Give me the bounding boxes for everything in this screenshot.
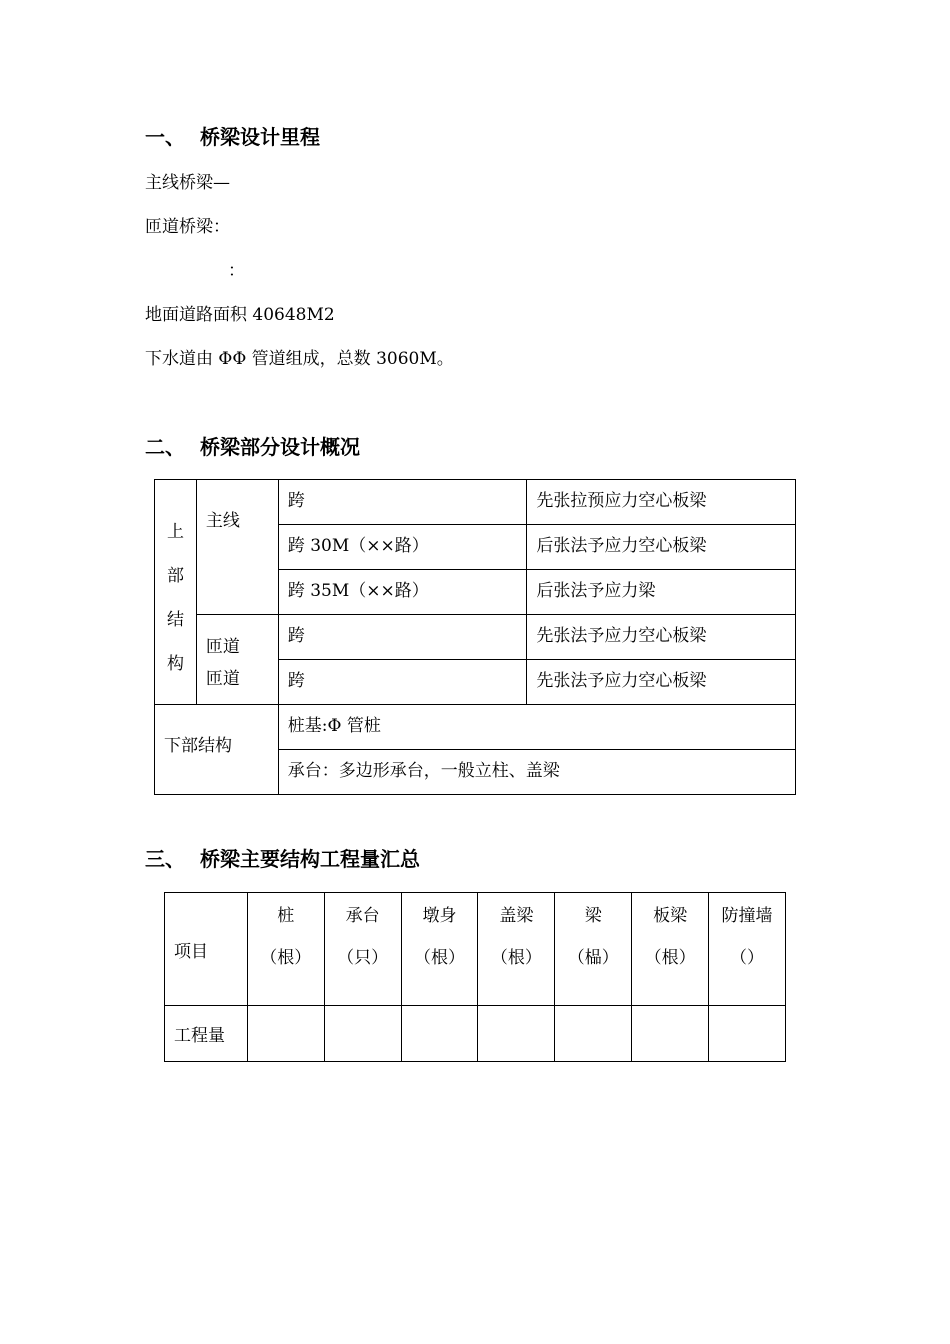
section-1-heading (145, 125, 320, 149)
span-cell: 跨 (278, 615, 527, 660)
sewer-line: 下水道由 ΦΦ 管道组成，总数 3060M。 (145, 349, 454, 369)
quantity-cell (632, 1006, 709, 1062)
column-header: 梁 （榀） (555, 893, 632, 1006)
section-1-number: 一、 (145, 125, 185, 149)
colon-line: ： (228, 261, 245, 281)
section-3-number: 三、 (145, 847, 185, 871)
table-row (155, 615, 796, 660)
type-cell: 后张法予应力空心板梁 (527, 525, 796, 570)
quantity-cell (247, 1006, 324, 1062)
table-row (165, 1006, 786, 1062)
table-row (155, 705, 796, 750)
quantity-cell (709, 1006, 786, 1062)
section-3-heading (145, 847, 420, 871)
quantity-cell (401, 1006, 478, 1062)
column-header: 防撞墙 （） (709, 893, 786, 1006)
span-cell: 跨 (278, 660, 527, 705)
ramp-label: 匝道 匝道 (196, 615, 278, 705)
main-bridge-line: 主线桥梁— (145, 173, 230, 193)
section-1-title: 桥梁设计里程 (200, 125, 320, 149)
pile-cap-cell: 承台：多边形承台，一般立柱、盖梁 (278, 750, 795, 795)
quantity-label: 工程量 (165, 1006, 248, 1062)
quantity-cell (555, 1006, 632, 1062)
column-header: 墩身 （根） (401, 893, 478, 1006)
type-cell: 先张法予应力空心板梁 (527, 660, 796, 705)
column-header: 桩 （根） (247, 893, 324, 1006)
item-label: 项目 (165, 893, 248, 1006)
column-header: 盖梁 （根） (478, 893, 555, 1006)
upper-structure-label: 上 部 结 构 (155, 480, 197, 705)
type-cell: 后张法予应力梁 (527, 570, 796, 615)
section-3-title: 桥梁主要结构工程量汇总 (200, 847, 420, 871)
section-2-heading (145, 435, 360, 459)
pile-foundation-cell: 桩基:Φ 管桩 (278, 705, 795, 750)
ramp-bridge-line: 匝道桥梁： (145, 217, 230, 237)
type-cell: 先张法予应力空心板梁 (527, 615, 796, 660)
road-area-line: 地面道路面积 40648M2 (145, 305, 335, 325)
span-cell: 跨 30M（××路） (278, 525, 527, 570)
column-header: 承台 （只） (324, 893, 401, 1006)
table-row (155, 480, 796, 525)
main-line-label: 主线 (196, 480, 278, 615)
quantity-cell (324, 1006, 401, 1062)
section-2-number: 二、 (145, 435, 185, 459)
span-cell: 跨 (278, 480, 527, 525)
column-header: 板梁 （根） (632, 893, 709, 1006)
table-header-row (165, 893, 786, 1006)
bridge-design-table (154, 479, 796, 795)
type-cell: 先张拉预应力空心板梁 (527, 480, 796, 525)
quantity-summary-table (164, 892, 786, 1062)
lower-structure-label: 下部结构 (155, 705, 279, 795)
span-cell: 跨 35M（××路） (278, 570, 527, 615)
quantity-cell (478, 1006, 555, 1062)
section-2-title: 桥梁部分设计概况 (200, 435, 360, 459)
